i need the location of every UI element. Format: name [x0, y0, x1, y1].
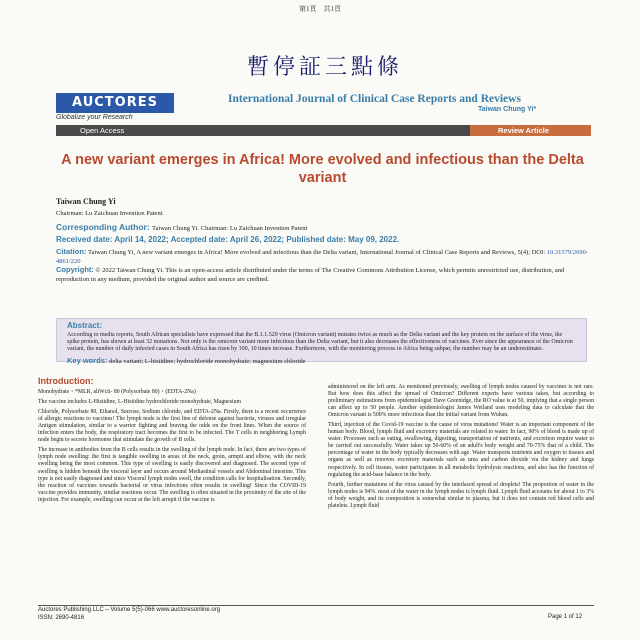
- running-author: Taiwan Chung Yi*: [478, 106, 537, 113]
- open-access-label: Open Access: [80, 126, 125, 135]
- body-paragraph: Fourth, further mutations of the virus caused by the interlaced spread of droplets! The proportion of water in the lymph nodes is 94%. most of the water in the lymph nodes is lymph fluid. Lymph fluid accounts for about 1 to 3% of body weight, and its composition is somewhat similar to plasma, but it does not contain red blood cells and platelets. Lymph fluid: [328, 481, 594, 509]
- page-number: Page 1 of 12: [548, 614, 583, 620]
- abstract-box: [56, 318, 587, 365]
- footer-publisher: [38, 607, 220, 622]
- handwritten-annotation: 暫停証三點條: [246, 55, 403, 80]
- journal-title: International Journal of Clinical Case Reports and Reviews: [228, 93, 521, 105]
- copyright-label: Copyright:: [56, 265, 94, 274]
- body-paragraph: Chloride, Polysorbate 80, Ethanol, Sucrose, Sodium chloride, and EDTA-2Na. Firstly, there is a recent occurrence of allergic reactions to vaccines! The lymph node is the first line of defense against bacteria, viruses and irregular Antigen stimulation, similar to a warrior fighting and braving the odds on the front lines. When the source of infection enters the body, the respiratory tract becomes the first to be infected. The T cells in neighboring Lymph node begin to secrete hormones that stimulate the growth of B cells.: [38, 409, 306, 444]
- body-paragraph: The increase in antibodies from the B cells results in the swelling of the lymph node. In fact, there are two types of lymph node swelling: the first is tangible swelling in areas of the neck, groin, armpit and elbow, with the neck swelling being the most common. This type of swelling is easily discovered and diagnosed. The second type of swelling is hidden beneath the visceral layer and occurs around Mediastinal vessels and Abdominal intestine. This type is not easily diagnosed and since Visceral lymph nodes swell, the condition calls for hospitalisation. Secondly, the reaction of vaccines towards bacterial or virus infections often results in swelling! Since the COVID-19 vaccine provides immunity, similar reactions occur. The swelling is often situated in the proximity of the site of the injection. For example, swelling can occur at the left armpit if the vaccine is: [38, 447, 306, 503]
- body-paragraph: administered on the left arm. As mentioned previously, swelling of lymph nodes caused by vaccines is not rare. But how does this affect the spread of Omicron? Different experts have various takes, but according to preliminary estimations from epidemiologist Dave Greenidge, the RO value is at 50, implying that a single person can affect up to 50 people. Another epidemiologist James Weiland uses modeling data to calculate that the Omicron variant is 500% more infectious than the initial variant from Wuhan.: [328, 384, 594, 419]
- author-name: Taiwan Chung Yi: [56, 197, 116, 206]
- article-type-label: Review Article: [498, 126, 549, 135]
- author-affiliation: Chairman: Lu Zaichuan Invention Patent: [56, 210, 163, 217]
- page-counter: 第1頁 共1頁: [299, 5, 341, 13]
- introduction-heading: Introduction:: [38, 376, 94, 386]
- corresponding-label: Corresponding Author:: [56, 222, 150, 232]
- citation-text: Taiwan Chung Yi, A new variant emerges in Africa! More evolved and infectious than the Delta variant, International Journal of Clinical Case Reports and Reviews, 5(4); DOI:: [87, 249, 546, 256]
- keywords-label: Key words:: [67, 355, 108, 365]
- footer-issn: ISSN: 2690-4816: [38, 614, 85, 621]
- corresponding-author: [56, 222, 307, 232]
- keywords: [67, 356, 576, 365]
- body-column-right: [328, 384, 594, 513]
- body-paragraph: Monohydrate・*MLR, aliWcti- 80 (Polysorbate 80)・(EDTA-2Na): [38, 389, 196, 396]
- logo-tagline: Globalize your Research: [56, 114, 133, 121]
- body-paragraph: The vaccine includes L-Histidine, L-Histidine hydrochloride monohydrate, Magnesium: [38, 399, 241, 406]
- citation-doi-link[interactable]: 10.31579/2690-4861/220: [56, 249, 589, 265]
- footer-divider: [38, 605, 594, 606]
- copyright: [56, 266, 591, 284]
- citation: [56, 248, 591, 266]
- keywords-text: delta variant; L-histidine; hydrochloride monohydrate; magnesium chloride: [109, 357, 306, 365]
- corresponding-value: Taiwan Chung Yi. Chairman: Lu Zaichuan Invention Patent: [152, 225, 308, 232]
- article-title: A new variant emerges in Africa! More evolved and infectious than the Delta variant: [61, 152, 584, 186]
- body-column-left: [38, 378, 306, 507]
- abstract-body: According to media reports, South African specialists have expressed that the B.1.1.529 virus (Omicron variant) mutates twice as much as the Delta variant and the key protein on the surface of the virus, the spike protein, has shown at least 32 mutations. Not only is the omicron variant more infectious than the Delta variant, but it also decreases the effectiveness of vaccines. Ever since the appearance of the Omicron variant, the number of daily infected cases in South Africa has risen by 100, 10 times increase. Furthermore, with the monitoring process in Africa being subpar, the number may be an underestimate.: [67, 332, 573, 353]
- footer-publisher-line: Auctores Publishing LLC – Volume 5(5)-066 www.auctoresonline.org: [38, 607, 221, 613]
- body-paragraph: Third, injection of the Covid-19 vaccine is the cause of virus mutations! Water is an important component of the human body. Blood, lymph fluid and excretory materials are related to water. In fact, 90% of blood is made up of water. Processes such as eating, swallowing, digesting, transportation of nutrients, and excretion require water to be carried out successfully. Water takes up 50-60% of an adult's body weight and 70-75% that of a child. The percentage of water in the body typically decreases with age. Water transports nutrients and oxygen to tissues and organs as well as removes excretory materials such as urea and carbon dioxide via the kidney and lungs respectively. In cell tissues, water participates in all metabolic hydrolysis reactions, and also has the function of regulating the acid-base balance in the body.: [328, 422, 594, 478]
- publisher-logo: AUCTORES: [56, 93, 174, 113]
- copyright-text: © 2022 Taiwan Chung Yi. This is an open-access article distributed under the terms of The Creative Commons Attribution License, which permits unrestricted use, distribution, and reproduction in any medium, provided the original author and source are credited.: [56, 267, 565, 283]
- citation-label: Citation:: [56, 247, 87, 256]
- article-dates: Received date: April 14, 2022; Accepted date: April 26, 2022; Published date: May 09, 2022.: [56, 235, 400, 244]
- abstract-heading: Abstract:: [67, 321, 103, 330]
